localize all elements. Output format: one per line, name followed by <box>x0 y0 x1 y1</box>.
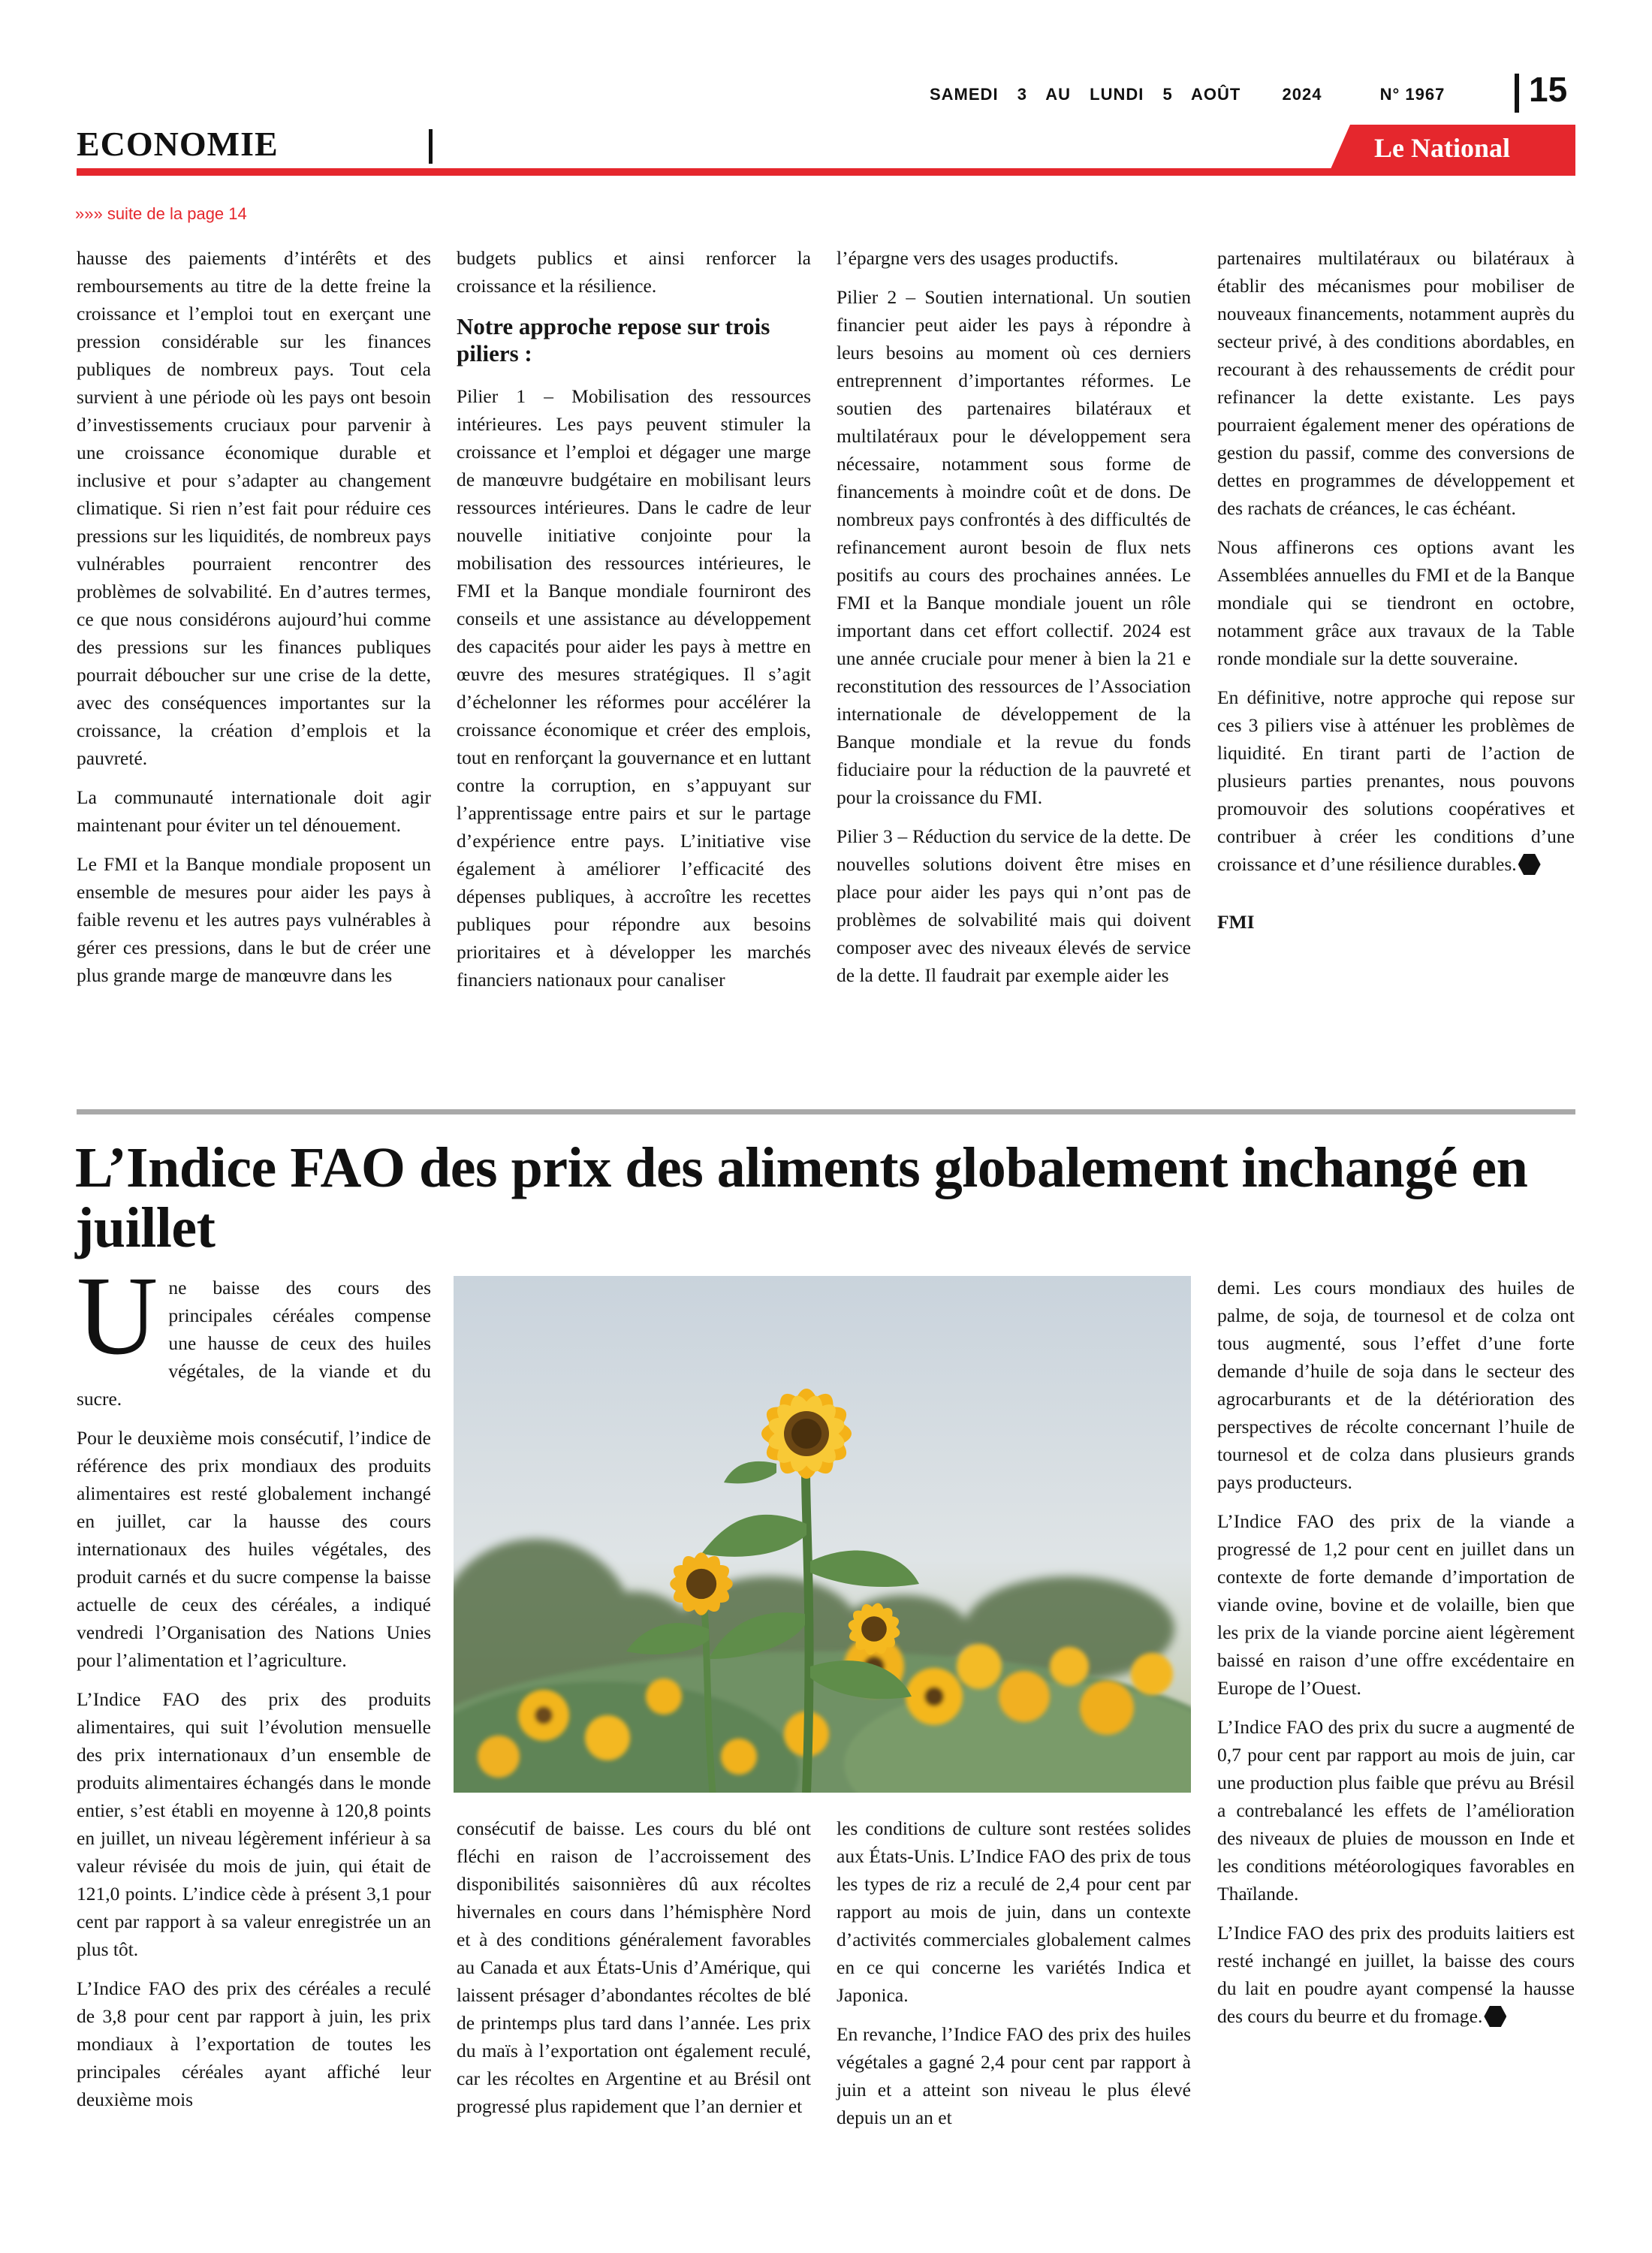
paragraph: hausse des paiements d’intérêts et des remboursements au titre de la dette freine la croissance et l’emploi tout en exerçant une pression considérable sur les finances publiques de nombreux pays. Tout cela survient à une période où les pays ont besoin d’investissements cruciaux pour parvenir à une croissance économique durable et inclusive et pour s’adapter au changement climatique. Si rien n’est fait pour réduire ces pressions sur les liquidités, de nombreux pays vulnérables pourraient rencontrer des problèmes de solvabilité. En d’autres termes, ce que nous considérons aujourd’hui comme des pressions sur les finances publiques pourrait déboucher sur une crise de la dette, avec des conséquences importantes sur la croissance, la création d’emplois et la pauvreté. <box>77 247 431 769</box>
drop-cap: U <box>77 1253 158 1378</box>
paragraph: Pilier 2 – Soutien international. Un soutien financier peut aider les pays à répondre à leurs besoins au moment où ces derniers entreprennent d’importantes réformes. Le soutien des partenaires bilatéraux et multilatéraux pour le développement sera nécessaire, notamment sous forme de financements à moindre coût et de dons. De nombreux pays confrontés à des difficultés de refinancement auront besoin de flux nets positifs au cours des prochaines années. Le FMI et la Banque mondiale jouent un rôle important dans cet effort collectif. 2024 est une année cruciale pour mener à bien la 21 e reconstitution des ressources de l’Association internationale de développement de la Banque mondiale et la revue du fonds fiduciaire pour la réduction de la pauvreté et pour la croissance du FMI. <box>837 286 1191 808</box>
paragraph: consécutif de baisse. Les cours du blé ont fléchi en raison de l’accroissement des disponibilités saisonnières dû aux récoltes hivernales en cours dans l’hémisphère Nord et à des conditions généralement favorables au Canada et aux États-Unis d’Amérique, qui laissent présager d’abondantes récoltes de blé de printemps plus tard dans l’année. Les prix du maïs à l’exportation ont également reculé, car les récoltes en Argentine et au Brésil ont progressé plus rapidement que l’an dernier et <box>457 1817 811 2117</box>
continued-from-link[interactable]: »»» suite de la page 14 <box>75 204 247 223</box>
fmi-column-3 <box>837 244 1191 1000</box>
article-divider <box>77 1109 1575 1114</box>
paragraph-text: L’Indice FAO des prix des produits laitiers est resté inchangé en juillet, la baisse des cours du lait en poudre ayant compensé la hausse des cours du beurre et du fromage. <box>1217 1922 1575 2027</box>
brand-name: Le National <box>1374 133 1511 163</box>
paragraph: Pour le deuxième mois consécutif, l’indice de référence des prix mondiaux des produits alimentaires est resté globalement inchangé en juillet, car la hausse des cours internationaux des huiles végétales, des produit carnés et du sucre compense la baisse actuelle de ceux des céréales, a indiqué vendredi l’Organisation des Nations Unies pour l’alimentation et l’agriculture. <box>77 1427 431 1671</box>
dateline-day2: LUNDI <box>1090 85 1144 104</box>
paragraph <box>1217 683 1575 878</box>
fao-column-1 <box>77 1253 431 2125</box>
paragraph-text: En définitive, notre approche qui repose sur ces 3 piliers vise à atténuer les problèmes de liquidité. En tirant parti de l’action de plusieurs parties prenantes, nous pouvons promouvoir des solutions coopératives et contribuer à créer les conditions d’une croissance et d’une résilience durables. <box>1217 686 1575 875</box>
lead-text: ne baisse des cours des principales céréales compense une hausse de ceux des huiles végétales, de la viande et du sucre. <box>77 1277 431 1410</box>
lead-paragraph <box>77 1253 431 1413</box>
fao-column-4 <box>1217 1274 1575 2041</box>
end-mark-icon <box>1484 2006 1506 2027</box>
paragraph: partenaires multilatéraux ou bilatéraux à établir des mécanismes pour mobiliser de nouveaux financements, notamment auprès du secteur privé, à des conditions abordables, en recourant à des rehaussements de crédit pour refinancer la dette existante. Les pays pourraient également mener des opérations de gestion du passif, comme des conversions de dettes en programmes de développement et des rachats de créances, le cas échéant. <box>1217 247 1575 519</box>
sunflower-photo <box>454 1276 1191 1793</box>
end-mark-icon <box>1518 854 1541 875</box>
paragraph <box>1217 1919 1575 2030</box>
dateline-day: SAMEDI <box>930 85 999 104</box>
paragraph: L’Indice FAO des prix du sucre a augmenté de 0,7 pour cent par rapport au mois de juin, car une production plus faible que prévu au Brésil a contrebalancé les effets de l’amélioration des niveaux de pluies de mousson en Inde et les conditions météorologiques favorables en Thaïlande. <box>1217 1716 1575 1905</box>
fmi-column-4 <box>1217 244 1575 947</box>
paragraph: Pilier 3 – Réduction du service de la dette. De nouvelles solutions doivent être mises en place pour aider les pays qui n’ont pas de problèmes de solvabilité mais qui doivent composer avec des niveaux élevés de service de la dette. Il faudrait par exemple aider les <box>837 825 1191 986</box>
paragraph: L’Indice FAO des prix des céréales a reculé de 3,8 pour cent par rapport à juin, les prix mondiaux à l’exportation de toutes les principales céréales ayant affiché leur deuxième mois <box>77 1977 431 2110</box>
paragraph: En revanche, l’Indice FAO des prix des huiles végétales a gagné 2,4 pour cent par rapport à juin et a atteint son niveau le plus élevé depuis un an et <box>837 2023 1191 2128</box>
dateline-num2: 5 <box>1162 85 1173 104</box>
paragraph: budgets publics et ainsi renforcer la croissance et la résilience. <box>457 247 811 297</box>
paragraph: Pilier 1 – Mobilisation des ressources intérieures. Les pays peuvent stimuler la croissance et l’emploi et dégager une marge de manœuvre budgétaire en mobilisant leurs ressources intérieures. Dans le cadre de leur nouvelle initiative conjointe pour la mobilisation des ressources intérieures, le FMI et la Banque mondiale fourniront des conseils et une assistance au développement des capacités pour aider les pays à mettre en œuvre des mesures stratégiques. Il s’agit d’échelonner les réformes pour accélérer la croissance économique et créer des emplois, tout en renforçant la gouvernance et en luttant contre la corruption, en s’appuyant sur l’apprentissage entre pairs et sur le partage d’expérience entre pays. L’initiative vise également à améliorer l’efficacité des dépenses publiques, à accroître les recettes publiques pour répondre aux besoins prioritaires et à développer les marchés financiers nationaux pour canaliser <box>457 385 811 991</box>
issue-number: N° 1967 <box>1379 85 1446 104</box>
article-headline: L’Indice FAO des prix des aliments globalement inchangé en juillet <box>75 1136 1528 1259</box>
page-number-bar <box>1515 74 1519 113</box>
paragraph: L’Indice FAO des prix de la viande a progressé de 1,2 pour cent en juillet dans un contexte de forte demande d’importation de viande ovine, bovine et de volaille, bien que les prix de la viande porcine aient légèrement baissé en raison d’une offre excédentaire en Europe de l’Ouest. <box>1217 1510 1575 1699</box>
section-title: ECONOMIE <box>77 125 279 163</box>
fao-column-3 <box>837 1814 1191 2143</box>
dateline-month: AOÛT <box>1191 85 1241 104</box>
article-signature: FMI <box>1217 911 1255 933</box>
paragraph: demi. Les cours mondiaux des huiles de palme, de soja, de tournesol et de colza ont tous augmenté, sous l’effet d’une forte demande d’huile de soja dans le secteur des agrocarburants et de la détérioration des perspectives de récolte concernant l’huile de tournesol et de colza dans plusieurs grands pays producteurs. <box>1217 1277 1575 1493</box>
paragraph: l’épargne vers des usages productifs. <box>837 247 1119 269</box>
subheading: Notre approche repose sur trois piliers : <box>457 313 770 366</box>
paragraph: Le FMI et la Banque mondiale proposent un ensemble de mesures pour aider les pays à faible revenu et les autres pays vulnérables à gérer ces pressions, dans le but de créer une plus grande marge de manœuvre dans les <box>77 853 431 986</box>
fao-column-2 <box>457 1814 811 2131</box>
paragraph: les conditions de culture sont restées solides aux États-Unis. L’Indice FAO des prix de tous les types de riz a reculé de 2,4 pour cent par rapport au mois de juin, dans un contexte d’activités commerciales globalement calmes en ce qui concerne les variétés Indica et Japonica. <box>837 1817 1191 2006</box>
paragraph: La communauté internationale doit agir maintenant pour éviter un tel dénouement. <box>77 786 431 836</box>
paragraph: Nous affinerons ces options avant les Assemblées annuelles du FMI et de la Banque mondiale qui se tiendront en octobre, notamment grâce aux travaux de la Table ronde mondiale sur la dette souveraine. <box>1217 536 1575 669</box>
paragraph: L’Indice FAO des prix des produits alimentaires, qui suit l’évolution mensuelle des prix internationaux d’un ensemble de produits alimentaires échangés dans le monde entier, s’est établi en moyenne à 120,8 points en juillet, un niveau légèrement inférieur à sa valeur révisée du mois de juin, qui était de 121,0 points. L’indice cède à présent 3,1 pour cent par rapport à sa valeur enregistrée un an plus tôt. <box>77 1688 431 1960</box>
dateline-num1: 3 <box>1017 85 1027 104</box>
dateline-year: 2024 <box>1282 85 1322 104</box>
fmi-column-1 <box>77 244 431 1000</box>
section-separator <box>429 129 433 164</box>
dateline <box>930 85 1458 104</box>
fmi-column-2 <box>457 244 811 1005</box>
page-number: 15 <box>1529 70 1568 109</box>
dateline-au: AU <box>1045 85 1072 104</box>
